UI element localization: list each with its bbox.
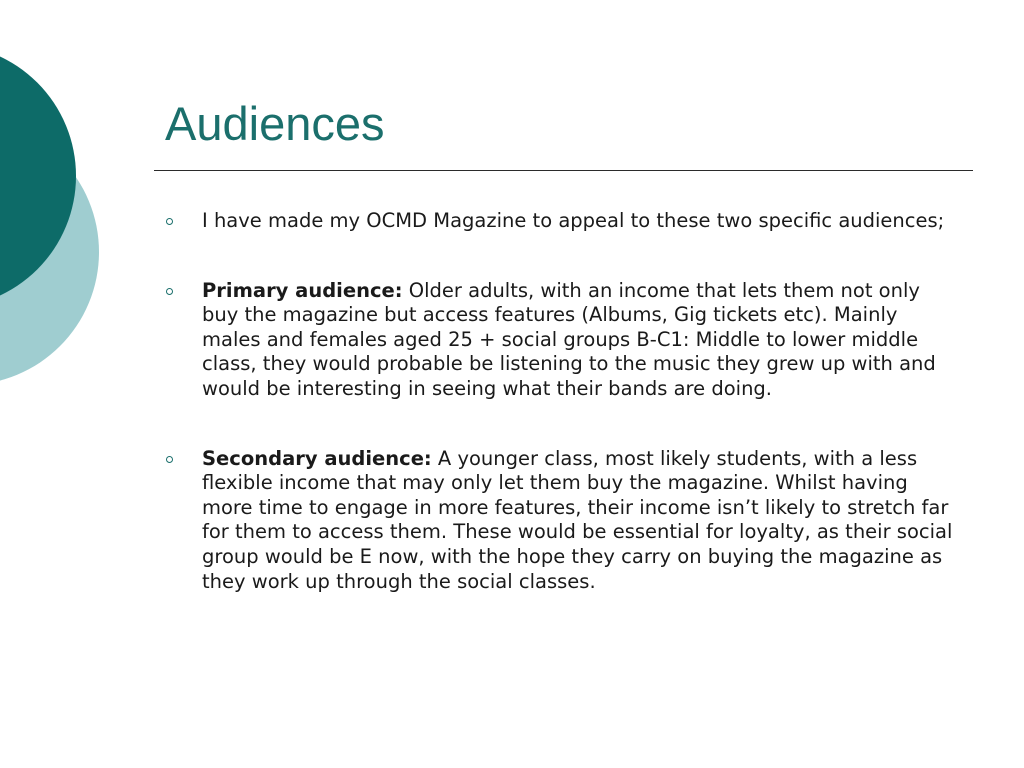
bullet-secondary-text: A younger class, most likely students, with a less flexible income that may only let them buy the magazine. Whilst having more time to engage in more features, their income isn’t likely to stretch far for them to access them. These would be essential for loyalty, as their social group would be E now, with the hope they carry on buying the magazine as they work up through the social classes.	[202, 446, 953, 593]
bullet-primary-heading: Primary audience:	[202, 278, 403, 302]
slide-title: Audiences	[165, 97, 385, 150]
slide-body	[162, 209, 962, 639]
bullet-circle-icon	[166, 456, 173, 463]
bullet-primary-audience	[162, 279, 962, 402]
bullet-intro-text: I have made my OCMD Magazine to appeal to these two specific audiences;	[202, 209, 945, 232]
bullet-circle-icon	[166, 218, 173, 225]
title-divider	[154, 170, 973, 171]
bullet-intro	[162, 209, 962, 234]
bullet-secondary-heading: Secondary audience:	[202, 446, 432, 470]
decorative-circles	[0, 0, 110, 420]
bullet-circle-icon	[166, 288, 173, 295]
bullet-secondary-audience	[162, 447, 962, 595]
bullet-primary-text: Older adults, with an income that lets them not only buy the magazine but access features (Albums, Gig tickets etc). Mainly males and females aged 25 + social groups B-C1: Middle to lower middle class, they would probable be listening to the music they grew up with and would be interesting in seeing what their bands are doing.	[202, 278, 936, 400]
